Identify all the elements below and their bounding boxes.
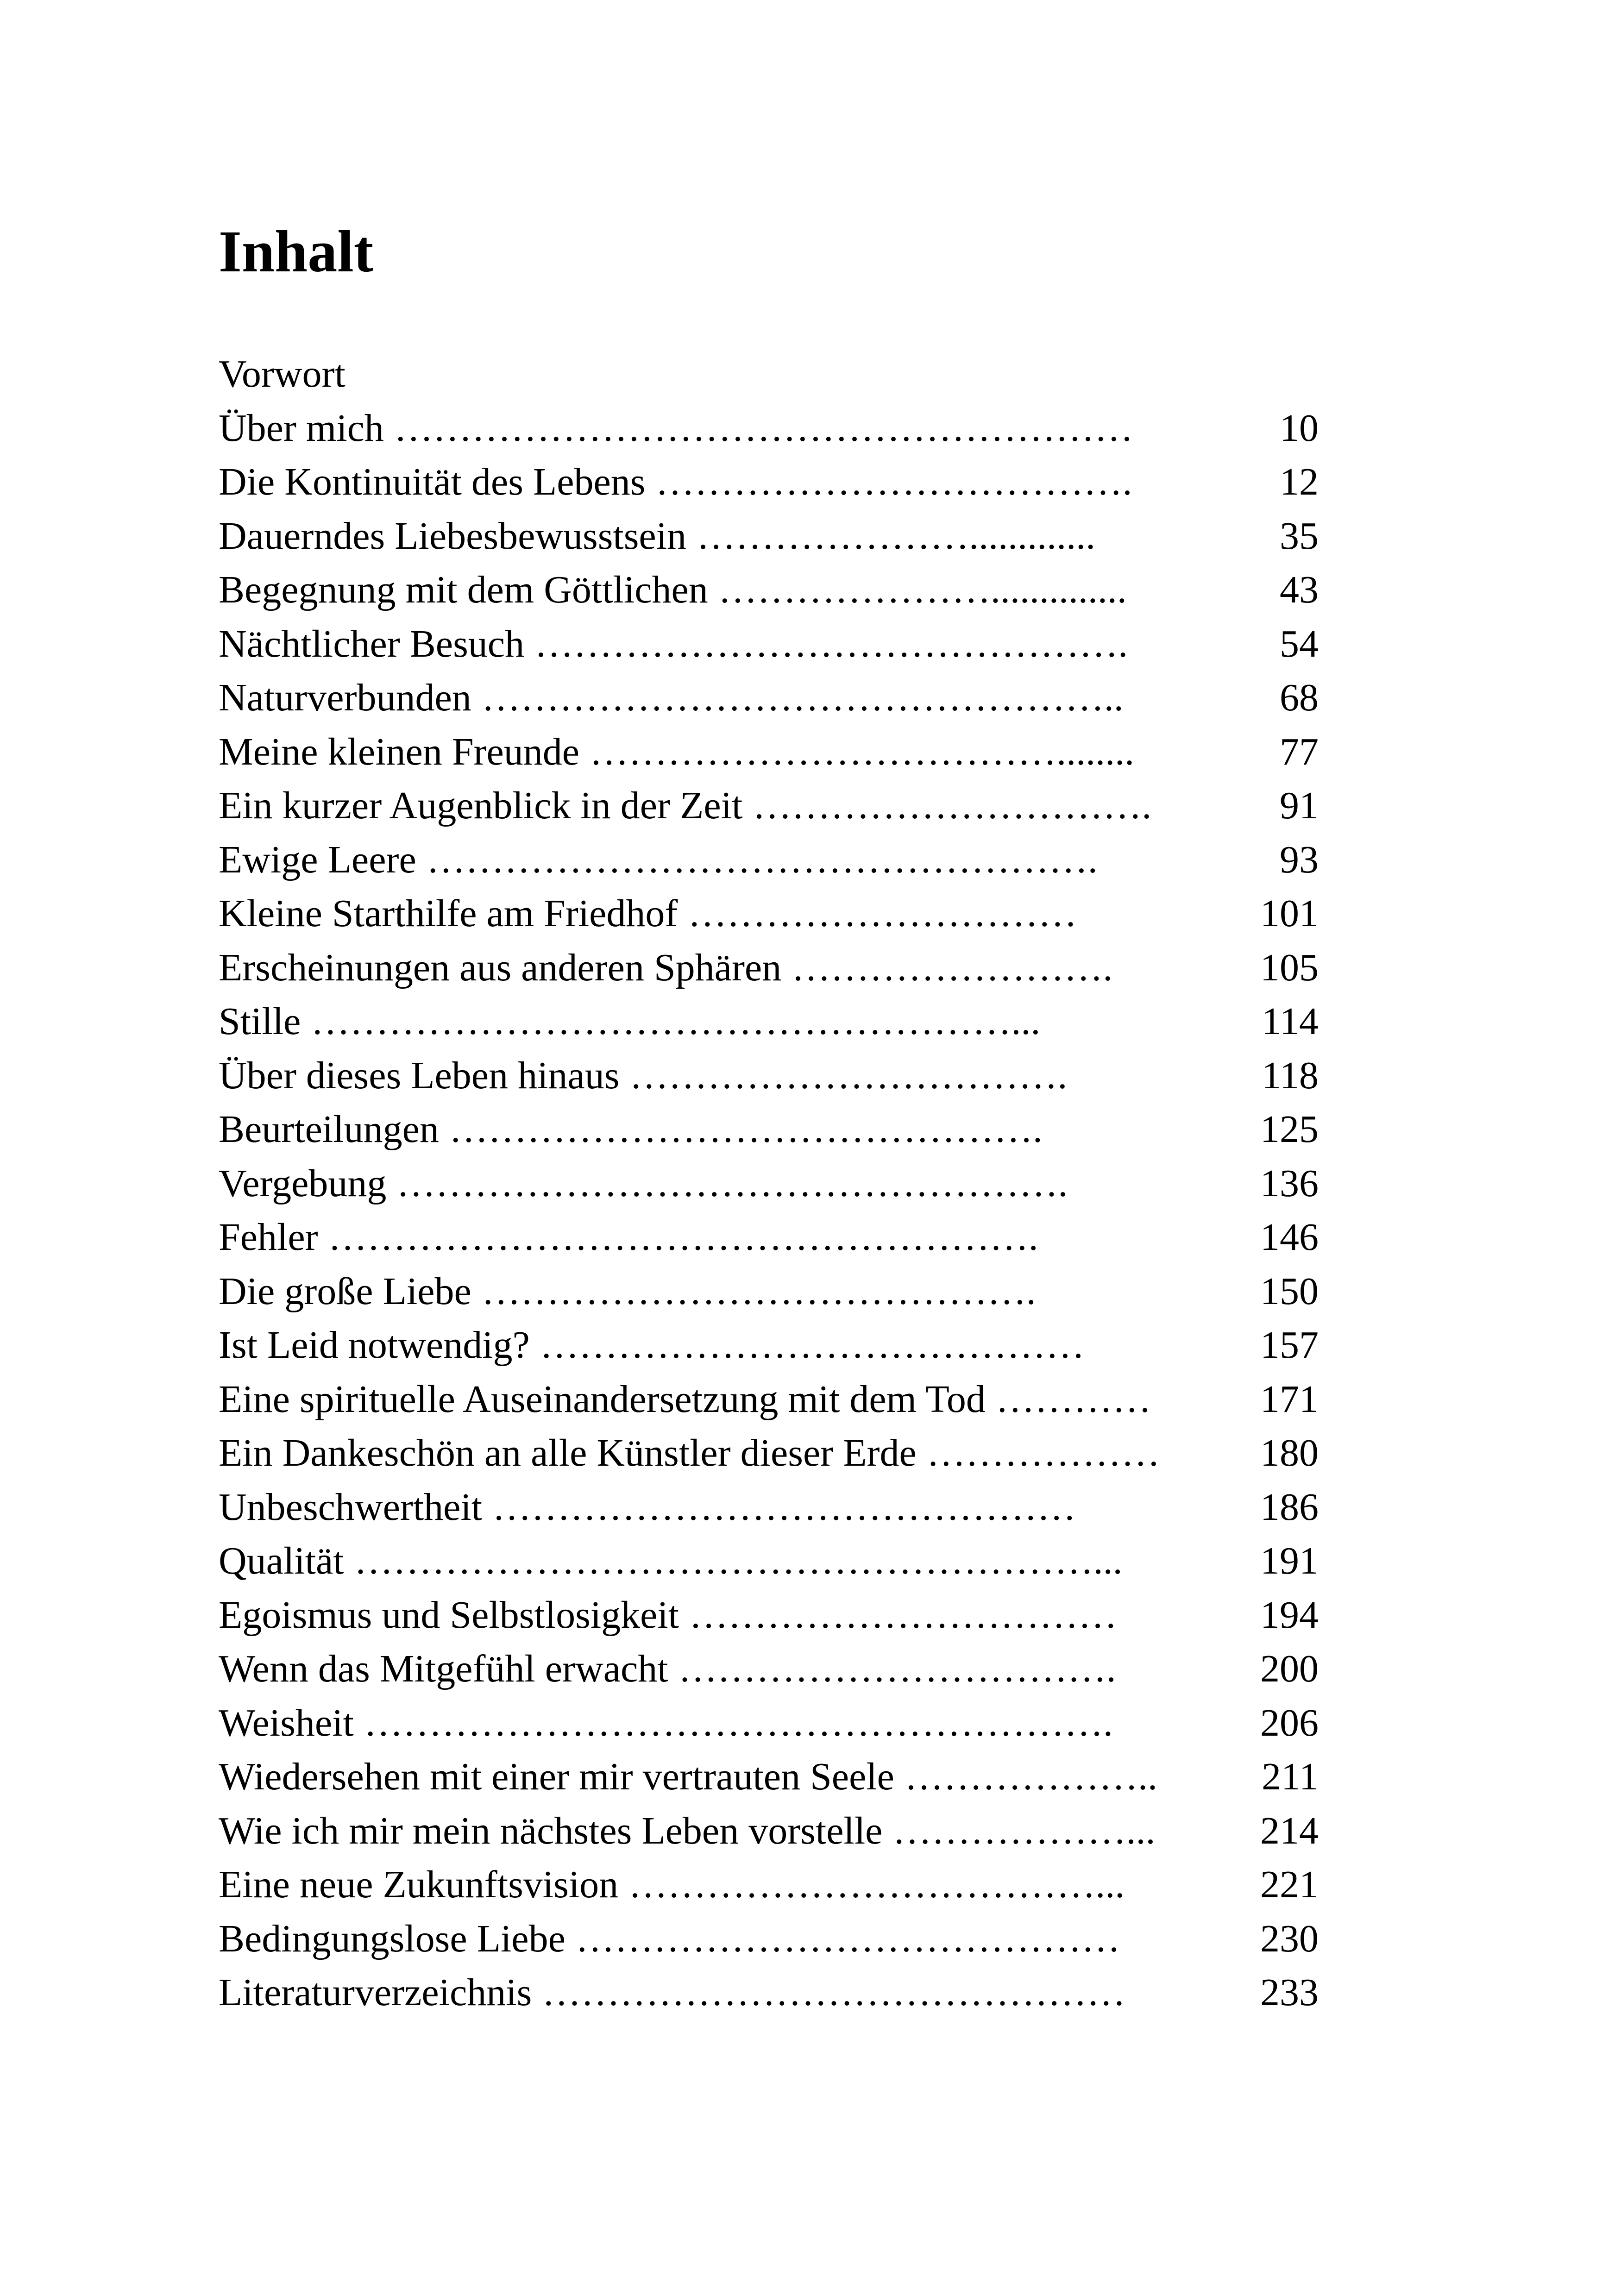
toc-entry-leader-dots: ……………………………………………….	[328, 1216, 1038, 1259]
toc-entry-page-number: 68	[1280, 676, 1319, 719]
toc-entry-page-number: 157	[1260, 1324, 1319, 1367]
toc-entry	[219, 1373, 1319, 1427]
toc-entry	[219, 887, 1319, 941]
toc-entry	[219, 1966, 1319, 2020]
toc-entry-leader-dots: ……………………………	[689, 1593, 1118, 1637]
toc-entry-leader-dots: ………………………………………	[492, 1485, 1076, 1529]
toc-entry	[219, 401, 1319, 456]
toc-entry-page-number: 186	[1260, 1485, 1319, 1529]
toc-entry-page-number: 233	[1260, 1971, 1319, 2014]
toc-entry	[219, 941, 1319, 995]
toc-entry-leader-dots: ……………………………….	[655, 460, 1132, 503]
toc-entry	[219, 1426, 1319, 1480]
toc-entry-title: Wie ich mir mein nächstes Leben vorstelle	[219, 1809, 883, 1852]
toc-entry-title: Qualität	[219, 1539, 344, 1582]
toc-entry-title: Meine kleinen Freunde	[219, 730, 580, 773]
toc-entry	[219, 455, 1319, 509]
toc-entry-leader-dots: …………………………….	[678, 1647, 1116, 1690]
toc-entry	[219, 779, 1319, 833]
toc-entry-page-number: 150	[1260, 1269, 1319, 1313]
toc-entry-leader-dots: ………………	[926, 1431, 1160, 1474]
toc-entry-leader-dots: ………………………………………………...	[311, 1000, 1041, 1043]
toc-entry-page-number: 136	[1260, 1161, 1319, 1205]
toc-entry	[219, 1804, 1319, 1858]
toc-entry-title: Stille	[219, 1000, 301, 1043]
toc-entry-page-number: 12	[1280, 460, 1319, 503]
toc-entry	[219, 833, 1319, 887]
toc-entry-title: Vergebung	[219, 1161, 387, 1205]
toc-entry-leader-dots: ………………………….	[753, 784, 1152, 827]
toc-entry	[219, 1049, 1319, 1103]
toc-entry-page-number: 211	[1262, 1755, 1319, 1798]
toc-entry	[219, 1912, 1319, 1966]
toc-entry-leader-dots: …………………………….	[629, 1054, 1068, 1097]
toc-entry-title: Über dieses Leben hinaus	[219, 1054, 620, 1097]
toc-entry-page-number: 194	[1260, 1593, 1319, 1637]
toc-entry-page-number: 146	[1260, 1216, 1319, 1259]
toc-entry-page-number: 221	[1260, 1863, 1319, 1906]
toc-entry	[219, 1480, 1319, 1535]
toc-entry-page-number: 114	[1262, 1000, 1319, 1043]
toc-entry-leader-dots: ………………………………………………….	[364, 1701, 1113, 1744]
toc-entry-title: Ist Leid notwendig?	[219, 1324, 530, 1367]
toc-entry	[219, 1858, 1319, 1912]
toc-entry-leader-dots: ……………………………………	[575, 1917, 1120, 1960]
toc-entry-leader-dots: …………	[995, 1377, 1151, 1421]
toc-entry-page-number: 77	[1280, 730, 1319, 773]
toc-entry-page-number: 206	[1260, 1701, 1319, 1744]
toc-entry-title: Ewige Leere	[219, 838, 416, 881]
toc-entry-title: Dauerndes Liebesbewusstsein	[219, 514, 687, 558]
toc-entry-leader-dots: ………………..	[904, 1755, 1157, 1798]
toc-entry	[219, 1103, 1319, 1157]
toc-entry-leader-dots: …………………………………………………	[394, 406, 1133, 450]
toc-entry-title: Naturverbunden	[219, 676, 471, 719]
toc-entry-title: Über mich	[219, 406, 384, 450]
toc-entry-page-number: 93	[1280, 838, 1319, 881]
toc-entry-title: Wiedersehen mit einer mir vertrauten Seele	[219, 1755, 894, 1798]
toc-entry-title: Ein kurzer Augenblick in der Zeit	[219, 784, 743, 827]
toc-entry-leader-dots: …………………….	[792, 946, 1113, 989]
toc-entry-title: Bedingungslose Liebe	[219, 1917, 565, 1960]
toc-entry-leader-dots: ……………………………………….	[534, 622, 1128, 665]
toc-entry-title: Wenn das Mitgefühl erwacht	[219, 1647, 668, 1690]
toc-entry-title: Beurteilungen	[219, 1108, 439, 1151]
toc-entry	[219, 509, 1319, 564]
toc-entry-leader-dots: …………………..............	[718, 568, 1127, 611]
toc-entry-page-number: 43	[1280, 568, 1319, 611]
toc-entry	[219, 1588, 1319, 1643]
toc-entry-page-number: 214	[1260, 1809, 1319, 1852]
toc-entry-title: Unbeschwertheit	[219, 1485, 483, 1529]
toc-entry-page-number: 180	[1260, 1431, 1319, 1474]
toc-entry-leader-dots: …………………………………………….	[426, 838, 1098, 881]
toc-entry-page-number: 101	[1260, 892, 1319, 935]
toc-entry-page-number: 54	[1280, 622, 1319, 665]
toc-entry	[219, 1265, 1319, 1319]
toc-entry-title: Begegnung mit dem Göttlichen	[219, 568, 708, 611]
toc-entry-title: Ein Dankeschön an alle Künstler dieser Erde	[219, 1431, 917, 1474]
toc-entry-leader-dots: …………………………………………..	[481, 676, 1124, 719]
toc-entry-leader-dots: ……………………………………….	[449, 1108, 1043, 1151]
toc-entry-title: Erscheinungen aus anderen Sphären	[219, 946, 782, 989]
toc-entry-title: Nächtlicher Besuch	[219, 622, 525, 665]
toc-entry-page-number: 91	[1280, 784, 1319, 827]
toc-entry-leader-dots: ………………………………...	[628, 1863, 1125, 1906]
toc-list	[219, 347, 1319, 2020]
toc-entry-title: Kleine Starthilfe am Friedhof	[219, 892, 678, 935]
toc-entry	[219, 347, 1319, 401]
toc-entry-title: Die große Liebe	[219, 1269, 471, 1313]
toc-entry-leader-dots: ………………………………........	[590, 730, 1135, 773]
toc-entry-leader-dots: ……………………………………	[540, 1324, 1085, 1367]
toc-entry-page-number: 200	[1260, 1647, 1319, 1690]
toc-entry-page-number: 35	[1280, 514, 1319, 558]
toc-entry-title: Weisheit	[219, 1701, 354, 1744]
toc-entry-leader-dots: …………………………………………………...	[354, 1539, 1123, 1582]
toc-entry-title: Literaturverzeichnis	[219, 1971, 532, 2014]
toc-entry	[219, 563, 1319, 617]
toc-entry-leader-dots: …………………………	[688, 892, 1077, 935]
toc-entry-title: Die Kontinuität des Lebens	[219, 460, 646, 503]
toc-entry-title: Eine neue Zukunftsvision	[219, 1863, 619, 1906]
toc-entry-page-number: 10	[1280, 406, 1319, 450]
toc-entry	[219, 1750, 1319, 1804]
toc-entry	[219, 725, 1319, 779]
toc-entry	[219, 1642, 1319, 1696]
toc-entry-leader-dots: ………………………………………	[542, 1971, 1126, 2014]
toc-entry-page-number: 191	[1260, 1539, 1319, 1582]
toc-entry	[219, 617, 1319, 671]
toc-entry	[219, 1318, 1319, 1373]
toc-entry	[219, 995, 1319, 1049]
toc-entry	[219, 1534, 1319, 1588]
toc-entry-title: Fehler	[219, 1216, 318, 1259]
toc-entry-page-number: 125	[1260, 1108, 1319, 1151]
toc-entry-title: Eine spirituelle Auseinandersetzung mit dem Tod	[219, 1377, 986, 1421]
toc-entry-page-number: 171	[1260, 1377, 1319, 1421]
toc-entry-leader-dots: ………………….............	[697, 514, 1096, 558]
toc-entry-title: Egoismus und Selbstlosigkeit	[219, 1593, 679, 1637]
toc-entry	[219, 1157, 1319, 1211]
toc-entry-title: Vorwort	[219, 352, 346, 395]
toc-entry-page-number: 118	[1262, 1054, 1319, 1097]
toc-heading: Inhalt	[219, 219, 374, 284]
toc-entry	[219, 671, 1319, 725]
toc-entry-leader-dots: …………………………………………….	[396, 1161, 1068, 1205]
toc-entry	[219, 1211, 1319, 1265]
toc-entry-page-number: 230	[1260, 1917, 1319, 1960]
toc-entry-leader-dots: …………………………………….	[481, 1269, 1036, 1313]
toc-entry	[219, 1696, 1319, 1750]
toc-entry-page-number: 105	[1260, 946, 1319, 989]
toc-entry-leader-dots: ………………...	[892, 1809, 1156, 1852]
